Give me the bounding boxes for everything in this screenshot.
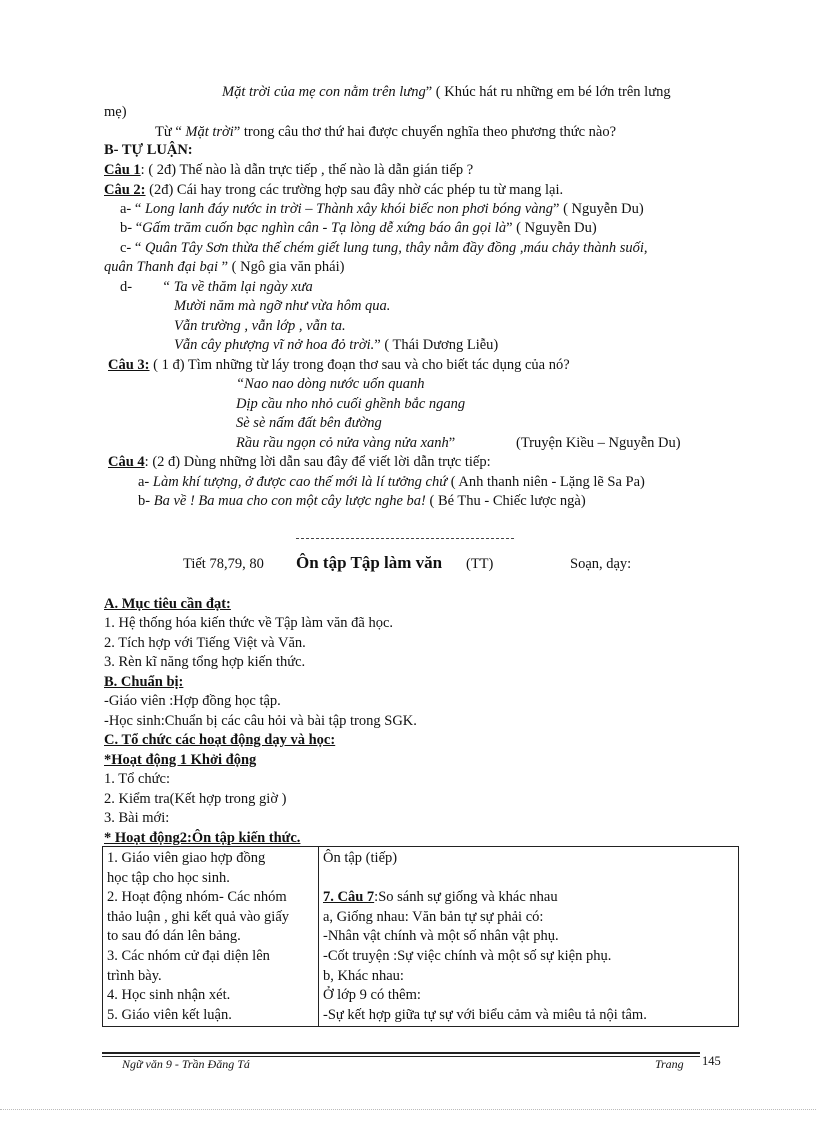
question-2c-cont: quân Thanh đại bại ” ( Ngô gia văn phái)	[104, 259, 345, 275]
poem-line-cont: mẹ)	[104, 104, 127, 120]
poem-line: Rầu rầu ngọn cỏ nửa vàng nửa xanh”	[236, 435, 456, 451]
page-edge	[0, 1109, 816, 1110]
activity-item: 2. Kiểm tra(Kết hợp trong giờ )	[104, 791, 287, 807]
step-line: trình bày.	[107, 967, 162, 984]
step-line: thảo luận , ghi kết quả vào giấy	[107, 908, 290, 925]
question-1: Câu 1: ( 2đ) Thế nào là dẫn trực tiếp , thế nào là dẫn gián tiếp ?	[104, 162, 474, 178]
content-line	[323, 869, 734, 889]
poem-line: “Nao nao dòng nước uốn quanh	[236, 376, 425, 392]
activity-table	[102, 846, 739, 1027]
question-2b: b- “Gấm trăm cuốn bạc nghìn cân - Tạ lòng dễ xứng báo ân gọi là” ( Nguyễn Du)	[120, 220, 597, 236]
footer-right: Trang	[655, 1057, 684, 1071]
step-line: to sau đó dán lên bảng.	[107, 928, 241, 945]
section-heading-b2: B. Chuẩn bị:	[104, 674, 184, 690]
table-row	[103, 847, 739, 1027]
question-2d-label: d-	[120, 279, 133, 295]
content-line: -Cốt truyện :Sự việc chính và một số sự kiện phụ.	[323, 947, 612, 964]
section-divider	[296, 538, 514, 539]
content-line: Ôn tập (tiếp)	[323, 850, 398, 866]
activity-1-heading: *Hoạt động 1 Khởi động	[104, 752, 257, 768]
poem-source: (Truyện Kiều – Nguyễn Du)	[516, 435, 681, 451]
activity-item: 1. Tổ chức:	[104, 771, 170, 787]
step-line: học tập cho học sinh.	[107, 869, 230, 886]
lesson-title-suffix: (TT)	[466, 556, 494, 572]
poem-line: Mặt trời của mẹ con nằm trên lưng” ( Khúc hát ru những em bé lớn trên lưng	[222, 84, 671, 100]
question-4b: b- Ba về ! Ba mua cho con một cây lược nghe ba! ( Bé Thu - Chiếc lược ngà)	[138, 493, 586, 509]
question-4: Câu 4: (2 đ) Dùng những lời dẫn sau đây để viết lời dẫn trực tiếp:	[108, 454, 491, 470]
poem-line: Dịp cầu nho nhỏ cuối ghềnh bắc ngang	[236, 396, 466, 412]
page-number: 145	[702, 1054, 721, 1068]
objective-item: 1. Hệ thống hóa kiến thức về Tập làm văn đã học.	[104, 615, 394, 631]
lesson-prep: Soạn, dạy:	[570, 556, 632, 572]
step-line: 2. Hoạt động nhóm- Các nhóm	[107, 889, 287, 906]
objective-item: 3. Rèn kĩ năng tổng hợp kiến thức.	[104, 654, 306, 670]
question-2a: a- “ Long lanh đáy nước in trời – Thành xây khói biếc non phơi bóng vàng” ( Nguyễn Du)	[120, 201, 644, 217]
lesson-title: Ôn tập Tập làm văn	[296, 553, 443, 572]
question-3: Câu 3: ( 1 đ) Tìm những từ láy trong đoạn thơ sau và cho biết tác dụng của nó?	[108, 357, 570, 373]
question-4a: a- Làm khí tượng, ở được cao thế mới là lí tưởng chứ ( Anh thanh niên - Lặng lẽ Sa Pa)	[138, 474, 645, 490]
poem-line: Mười năm mà ngỡ như vừa hôm qua.	[174, 298, 391, 314]
content-line: 7. Câu 7:So sánh sự giống và khác nhau	[323, 889, 558, 906]
content-line: -Nhân vật chính và một số nhân vật phụ.	[323, 928, 559, 945]
poem-line: Vẫn cây phượng vĩ nở hoa đỏ trời.” ( Thái Dương Liễu)	[174, 337, 499, 353]
section-heading-a: A. Mục tiêu cần đạt:	[104, 596, 231, 612]
activity-2-heading: * Hoạt động2:Ôn tập kiến thức.	[104, 830, 301, 846]
footer-rule	[102, 1052, 700, 1054]
lesson-period: Tiết 78,79, 80	[183, 556, 264, 572]
section-heading-c: C. Tổ chức các hoạt động dạy và học:	[104, 732, 336, 748]
content-cell	[319, 847, 739, 1027]
content-line: a, Giống nhau: Văn bản tự sự phải có:	[323, 908, 544, 925]
poem-line: Vẫn trường , vẫn lớp , vẫn ta.	[174, 318, 346, 334]
step-line: 4. Học sinh nhận xét.	[107, 987, 231, 1004]
objective-item: 2. Tích hợp với Tiếng Việt và Văn.	[104, 635, 306, 651]
prep-item: -Học sinh:Chuẩn bị các câu hỏi và bài tập trong SGK.	[104, 713, 417, 729]
activity-item: 3. Bài mới:	[104, 810, 170, 826]
question-2c: c- “ Quân Tây Sơn thừa thế chém giết lung tung, thây nằm đầy đồng ,máu chảy thành suối,	[120, 240, 648, 256]
section-heading-b: B- TỰ LUẬN:	[104, 142, 193, 158]
content-line: Ở lớp 9 có thêm:	[323, 987, 421, 1004]
prep-item: -Giáo viên :Hợp đồng học tập.	[104, 693, 281, 709]
teacher-steps-cell	[103, 847, 319, 1027]
step-line: 1. Giáo viên giao hợp đồng	[107, 850, 266, 866]
poem-line: Sè sè nấm đất bên đường	[236, 415, 382, 431]
content-line: -Sự kết hợp giữa tự sự với biểu cảm và miêu tả nội tâm.	[323, 1006, 647, 1023]
step-line: 3. Các nhóm cử đại diện lên	[107, 947, 270, 964]
question-text: Từ “ Mặt trời” trong câu thơ thứ hai được chuyển nghĩa theo phương thức nào?	[155, 124, 617, 140]
question-2: Câu 2: (2đ) Cái hay trong các trường hợp sau đây nhờ các phép tu từ mang lại.	[104, 182, 564, 198]
footer-left: Ngữ văn 9 - Trần Đăng Tá	[122, 1057, 250, 1071]
poem-line: “ Ta về thăm lại ngày xưa	[162, 279, 313, 295]
step-line: 5. Giáo viên kết luận.	[107, 1006, 232, 1023]
content-line: b, Khác nhau:	[323, 967, 404, 984]
